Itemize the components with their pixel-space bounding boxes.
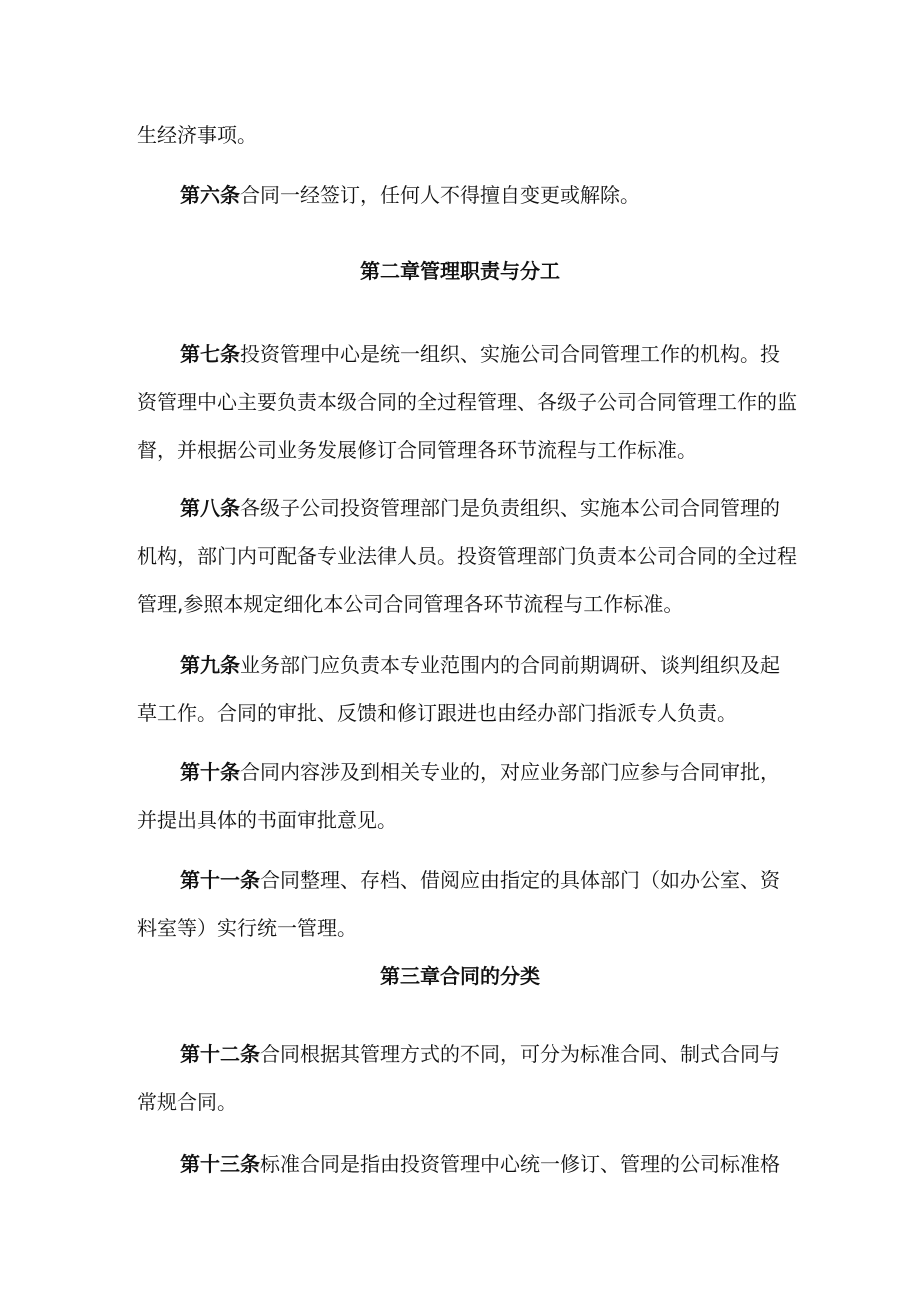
article-6 xyxy=(180,181,640,209)
chapter-3-heading: 第三章合同的分类 xyxy=(380,964,540,988)
paragraph-line xyxy=(137,121,257,149)
article-label: 第六条 xyxy=(180,183,240,207)
article-text: 投资管理中心是统一组织、实施公司合同管理工作的机构。投 xyxy=(240,342,780,366)
article-text: 合同根据其管理方式的不同，可分为标准合同、制式合同与 xyxy=(260,1042,780,1066)
article-12 xyxy=(180,1040,780,1068)
article-10-cont xyxy=(137,806,397,834)
article-12-cont xyxy=(137,1088,237,1116)
line-text: 料室等）实行统一管理。 xyxy=(137,916,357,940)
line-text: 草工作。合同的审批、反馈和修订跟进也由经办部门指派专人负责。 xyxy=(137,701,737,725)
article-text: 合同内容涉及到相关专业的，对应业务部门应参与合同审批， xyxy=(240,760,780,784)
article-13 xyxy=(180,1150,780,1178)
line-text: 并提出具体的书面审批意见。 xyxy=(137,808,397,832)
line-text: 管理,参照本规定细化本公司合同管理各环节流程与工作标准。 xyxy=(137,592,684,616)
article-7 xyxy=(180,340,780,368)
article-text: 合同一经签订，任何人不得擅自变更或解除。 xyxy=(240,183,640,207)
article-label: 第八条 xyxy=(180,496,240,520)
chapter-2-heading: 第二章管理职责与分工 xyxy=(360,259,560,283)
article-9-cont xyxy=(137,699,737,727)
article-9 xyxy=(180,651,780,679)
article-label: 第十一条 xyxy=(180,868,260,892)
article-7-cont xyxy=(137,388,797,416)
line-text: 机构，部门内可配备专业法律人员。投资管理部门负责本公司合同的全过程 xyxy=(137,544,797,568)
article-11-cont xyxy=(137,914,357,942)
line-text: 常规合同。 xyxy=(137,1090,237,1114)
article-label: 第九条 xyxy=(180,653,240,677)
line-text: 资管理中心主要负责本级合同的全过程管理、各级子公司合同管理工作的监 xyxy=(137,390,797,414)
article-label: 第十条 xyxy=(180,760,240,784)
article-label: 第十三条 xyxy=(180,1152,260,1176)
article-text: 各级子公司投资管理部门是负责组织、实施本公司合同管理的 xyxy=(240,496,780,520)
article-label: 第七条 xyxy=(180,342,240,366)
article-8-cont xyxy=(137,590,683,618)
article-8-cont xyxy=(137,542,797,570)
article-text: 标准合同是指由投资管理中心统一修订、管理的公司标准格 xyxy=(260,1152,780,1176)
article-text: 业务部门应负责本专业范围内的合同前期调研、谈判组织及起 xyxy=(240,653,780,677)
article-8 xyxy=(180,494,780,522)
article-10 xyxy=(180,758,780,786)
line-text: 生经济事项。 xyxy=(137,123,257,147)
article-label: 第十二条 xyxy=(180,1042,260,1066)
line-text: 督，并根据公司业务发展修订合同管理各环节流程与工作标准。 xyxy=(137,438,697,462)
article-text: 合同整理、存档、借阅应由指定的具体部门（如办公室、资 xyxy=(260,868,780,892)
article-11 xyxy=(180,866,780,894)
article-7-cont xyxy=(137,436,697,464)
